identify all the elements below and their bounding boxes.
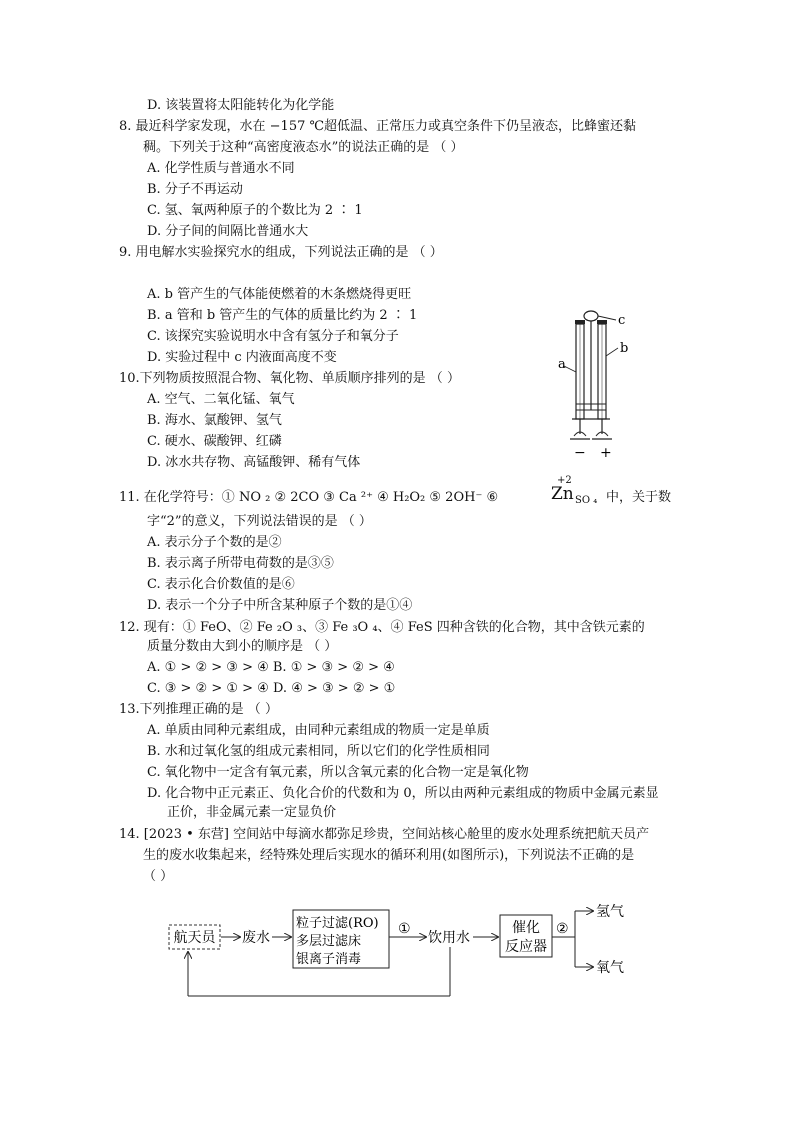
- q9-stem: 9. 用电解水实验探究水的组成，下列说法正确的是 （ ）: [119, 245, 443, 260]
- filter-line1: 粒子过滤(RO): [296, 916, 379, 931]
- step-2-label: ②: [556, 921, 569, 937]
- q10-stem: 10.下列物质按照混合物、氧化物、单质顺序排列的是 （ ）: [119, 371, 460, 386]
- q13-option-d-line2: 正价，非金属元素一定显负价: [167, 805, 337, 820]
- q8-option-c: C. 氢、氧两种原子的个数比为 2 ∶ 1: [147, 203, 363, 218]
- filter-line3: 银离子消毒: [296, 952, 362, 967]
- step-1-label: ①: [398, 921, 411, 937]
- label-negative: −: [574, 445, 586, 461]
- q11-option-a: A. 表示分子个数的是②: [147, 535, 282, 550]
- q8-stem-line2: 稠。下列关于这种“高密度液态水”的说法正确的是 （ ）: [143, 140, 464, 155]
- q14-stem-line1: 14. [2023 • 东营] 空间站中每滴水都弥足珍贵，空间站核心舱里的废水处理系统把航天员产: [119, 827, 650, 842]
- q11-option-d: D. 表示一个分子中所含某种原子个数的是①④: [147, 598, 413, 613]
- oxygen-label: 氧气: [596, 960, 624, 976]
- q11-stem-line1: 11. 在化学符号：① NO ₂ ② 2CO ③ Ca ²⁺ ④ H₂O₂ ⑤ 2OH⁻ ⑥: [119, 490, 499, 505]
- q11-stem-tail: 中，关于数: [606, 490, 672, 505]
- q10-option-a: A. 空气、二氧化锰、氧气: [147, 392, 295, 407]
- q12-stem-line1: 12. 现有：① FeO、② Fe ₂O ₃、③ Fe ₃O ₄、④ FeS 四种含铁的化合物，其中含铁元素的: [119, 620, 645, 635]
- q12-options-ab: A. ① > ② > ③ > ④ B. ① > ③ > ② > ④: [147, 660, 395, 675]
- q10-option-d: D. 冰水共存物、高锰酸钾、稀有气体: [147, 455, 361, 470]
- reactor-line1: 催化: [512, 920, 540, 936]
- q7-option-d: D. 该装置将太阳能转化为化学能: [147, 98, 335, 113]
- q9-option-b: B. a 管和 b 管产生的气体的质量比约为 2 ∶ 1: [147, 308, 418, 323]
- waste-water-label: 废水: [242, 930, 270, 946]
- q13-option-a: A. 单质由同种元素组成，由同种元素组成的物质一定是单质: [147, 723, 490, 738]
- q8-stem-line1: 8. 最近科学家发现，水在 −157 ℃超低温、正常压力或真空条件下仍呈液态，比蜂蜜还黏: [119, 119, 637, 134]
- q9-option-a: A. b 管产生的气体能使燃着的木条燃烧得更旺: [147, 287, 412, 302]
- q14-stem-line2: 生的废水收集起来，经特殊处理后实现水的循环利用(如图所示)，下列说法不正确的是: [143, 848, 635, 863]
- q13-option-c: C. 氧化物中一定含有氧元素，所以含氧元素的化合物一定是氧化物: [147, 765, 529, 780]
- label-b: b: [620, 341, 629, 356]
- q10-option-b: B. 海水、氯酸钾、氢气: [147, 413, 282, 428]
- q11-stem-line2: 字“2”的意义，下列说法错误的是 （ ）: [147, 514, 372, 529]
- q11-option-c: C. 表示化合价数值的是⑥: [147, 577, 295, 592]
- q10-option-c: C. 硬水、碳酸钾、红磷: [147, 434, 282, 449]
- q9-option-d: D. 实验过程中 c 内液面高度不变: [147, 350, 337, 365]
- q11-zn-symbol: Zn: [551, 484, 574, 504]
- water-recycling-flow-diagram: [160, 895, 640, 1005]
- q13-option-d-line1: D. 化合物中正元素正、负化合价的代数和为 0，所以由两种元素组成的物质中金属元素显: [147, 786, 659, 801]
- q9-option-c: C. 该探究实验说明水中含有氢分子和氧分子: [147, 329, 399, 344]
- label-positive: +: [600, 445, 612, 461]
- q12-options-cd: C. ③ > ② > ① > ④ D. ④ > ③ > ② > ①: [147, 681, 396, 696]
- q8-option-d: D. 分子间的间隔比普通水大: [147, 224, 309, 239]
- q11-option-b: B. 表示离子所带电荷数的是③⑤: [147, 556, 334, 571]
- q12-stem-line2: 质量分数由大到小的顺序是 （ ）: [147, 639, 338, 654]
- electrolysis-apparatus-figure: [550, 300, 640, 465]
- filter-line2: 多层过滤床: [296, 934, 362, 949]
- astronaut-label: 航天员: [173, 930, 216, 946]
- q13-stem: 13.下列推理正确的是 （ ）: [119, 702, 278, 717]
- q11-so4-symbol: SO ₄: [575, 495, 598, 506]
- q14-stem-line3: （ ）: [143, 869, 174, 884]
- q13-option-b: B. 水和过氧化氢的组成元素相同，所以它们的化学性质相同: [147, 744, 490, 759]
- q8-option-b: B. 分子不再运动: [147, 182, 243, 197]
- reactor-line2: 反应器: [505, 939, 547, 955]
- drinking-water-label: 饮用水: [428, 930, 470, 946]
- q8-option-a: A. 化学性质与普通水不同: [147, 161, 295, 176]
- q11-valence-mark: +2: [557, 475, 572, 486]
- hydrogen-label: 氢气: [596, 904, 624, 920]
- label-a: a: [558, 357, 566, 372]
- label-c: c: [618, 313, 626, 328]
